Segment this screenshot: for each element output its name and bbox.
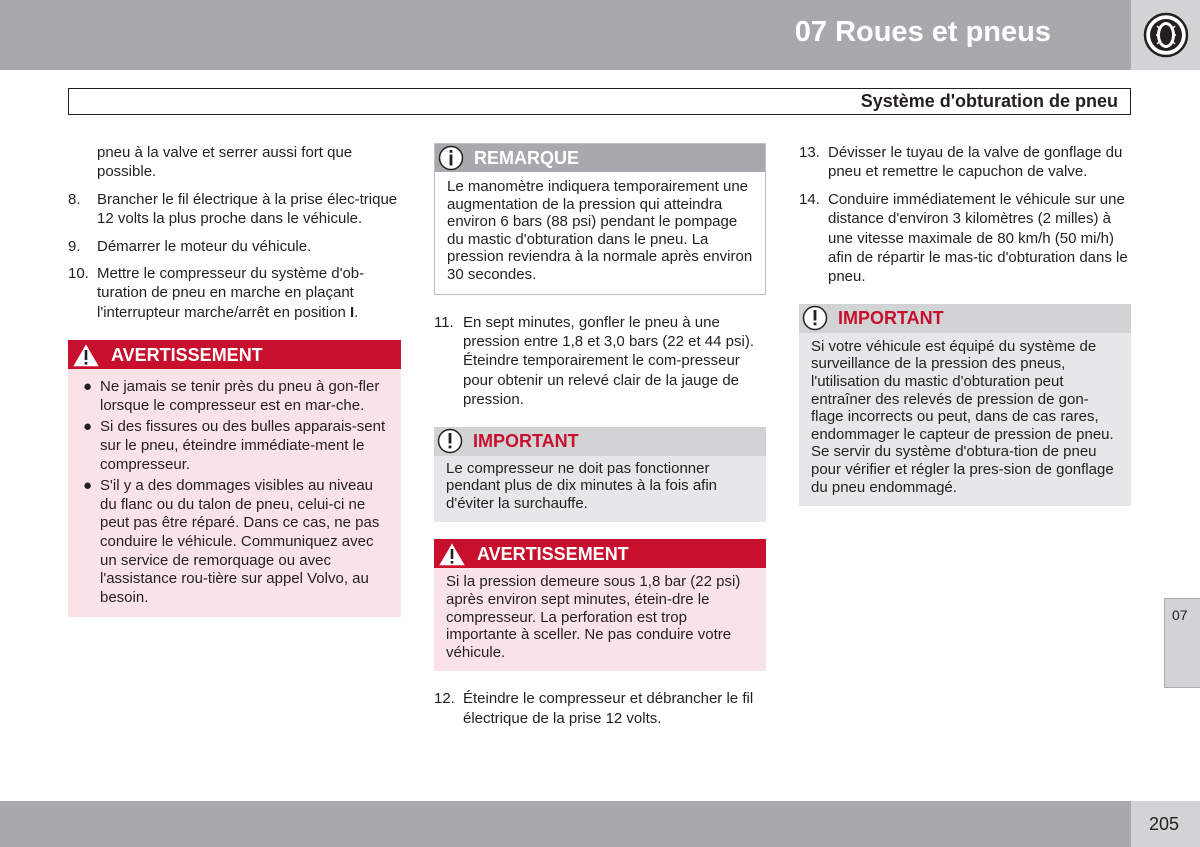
middle-column xyxy=(434,143,766,736)
chapter-icon-box xyxy=(1131,0,1200,70)
bullet-dot-icon: ● xyxy=(83,378,93,396)
warning-triangle-icon xyxy=(437,541,467,567)
step-number: 12. xyxy=(434,690,455,708)
warning-header xyxy=(68,340,401,369)
important-title: IMPORTANT xyxy=(473,431,579,452)
warning-box xyxy=(434,539,766,671)
warning-box xyxy=(68,340,401,617)
important-body: Si votre véhicule est équipé du système de surveillance de la pression des pneus, l'utilisation du mastic d'obturation peut entraîner des relevés de pression de gon-flage incorrects ou peut, dans de cas rares, endommager le capteur de pression de pneu. Se servir du système d'obtura-tion de pneu pour vérifier et régler la pres-sion de gonflage du pneu endommagé. xyxy=(799,333,1131,506)
exclamation-icon xyxy=(437,428,463,454)
info-icon xyxy=(438,145,464,171)
step-number: 11. xyxy=(434,313,454,331)
important-body: Le compresseur ne doit pas fonctionner pendant plus de dix minutes à la fois afin d'éviter la surchauffe. xyxy=(434,456,766,523)
step-13 xyxy=(799,143,1131,182)
warning-body xyxy=(68,369,401,617)
important-box xyxy=(799,304,1131,506)
bullet-text: S'il y a des dommages visibles au niveau du flanc ou du talon de pneu, celui-ci ne peut pas être réparé. Dans ce cas, ne pas conduire le véhicule. Communiquez avec un service de remorquage ou avec l'assistance rou-tière sur appel Volvo, au besoin. xyxy=(100,477,380,606)
footer-bar xyxy=(0,801,1131,847)
step-12 xyxy=(434,689,766,728)
note-box xyxy=(434,143,766,295)
step-text: En sept minutes, gonfler le pneu à une pression entre 1,8 et 3,0 bars (22 et 44 psi). Éteindre temporairement le com-presseur pour obtenir un relevé clair de la jauge de pression. xyxy=(463,313,754,409)
step-text-end: . xyxy=(354,303,359,321)
note-body: Le manomètre indiquera temporairement une augmentation de la pression qui atteindra environ 6 bars (88 psi) pendant le pompage du mastic d'obturation dans le pneu. La pression reviendra à la normale après environ 30 secondes. xyxy=(435,172,765,294)
step-number: 13. xyxy=(799,144,820,161)
page-number: 205 xyxy=(1149,814,1180,834)
step-text: Mettre le compresseur du système d'ob-turation de pneu en marche en plaçant l'interrupteur marche/arrêt en position xyxy=(97,265,365,321)
step-10 xyxy=(68,264,401,322)
note-title: REMARQUE xyxy=(474,148,580,168)
step-text: Dévisser le tuyau de la valve de gonflage du pneu et remettre le capuchon de valve. xyxy=(828,144,1123,181)
continued-step-text: pneu à la valve et serrer aussi fort que possible. xyxy=(97,144,353,181)
chapter-tab-label: 07 xyxy=(1172,607,1188,623)
bullet-text: Ne jamais se tenir près du pneu à gon-fler lorsque le compresseur est en mar-che. xyxy=(100,378,380,414)
step-8 xyxy=(68,190,401,229)
chapter-tab xyxy=(1164,598,1200,688)
step-text: Éteindre le compresseur et débrancher le fil électrique de la prise 12 volts. xyxy=(463,690,754,727)
note-header xyxy=(435,144,765,172)
important-header xyxy=(434,427,766,456)
warning-bullet xyxy=(80,477,389,607)
left-column xyxy=(68,143,401,633)
warning-title: AVERTISSEMENT xyxy=(111,344,263,365)
important-box xyxy=(434,427,766,523)
switch-position-label: I xyxy=(350,303,355,321)
step-number: 14. xyxy=(799,190,820,208)
step-text: Brancher le fil électrique à la prise élec-trique 12 volts la plus proche dans le véhicule. xyxy=(97,190,398,228)
section-title: Système d'obturation de pneu xyxy=(860,91,1118,111)
page-number-box xyxy=(1131,801,1200,847)
chapter-title: 07 Roues et pneus xyxy=(794,16,1051,48)
warning-title: AVERTISSEMENT xyxy=(477,543,629,564)
step-9 xyxy=(68,237,401,256)
right-column xyxy=(799,143,1131,522)
important-title: IMPORTANT xyxy=(838,308,944,329)
bullet-text: Si des fissures ou des bulles apparais-sent sur le pneu, éteindre immédiate-ment le compresseur. xyxy=(100,418,386,473)
bullet-dot-icon: ● xyxy=(83,477,93,495)
tire-icon xyxy=(1143,12,1189,58)
warning-triangle-icon xyxy=(71,342,101,368)
step-11 xyxy=(434,313,766,410)
warning-header xyxy=(434,539,766,568)
step-number: 10. xyxy=(68,265,89,283)
step-text: Démarrer le moteur du véhicule. xyxy=(97,237,312,255)
step-14 xyxy=(799,190,1131,287)
warning-body: Si la pression demeure sous 1,8 bar (22 psi) après environ sept minutes, étein-dre le compresseur. La perforation est trop importante à sceller. Ne pas conduire votre véhicule. xyxy=(434,568,766,671)
bullet-dot-icon: ● xyxy=(83,418,93,436)
important-header xyxy=(799,304,1131,333)
exclamation-icon xyxy=(802,305,828,331)
step-text-container xyxy=(97,264,401,322)
warning-bullet xyxy=(80,418,389,474)
section-title-bar xyxy=(68,88,1131,115)
step-number: 9. xyxy=(68,237,81,255)
header-bar xyxy=(0,0,1131,70)
step-text: Conduire immédiatement le véhicule sur une distance d'environ 3 kilomètres (2 milles) à une vitesse maximale de 80 km/h (50 mi/h) afin de répartir le mas-tic d'obturation dans le pneu. xyxy=(828,190,1128,286)
step-number: 8. xyxy=(68,190,81,208)
warning-bullet xyxy=(80,378,389,415)
